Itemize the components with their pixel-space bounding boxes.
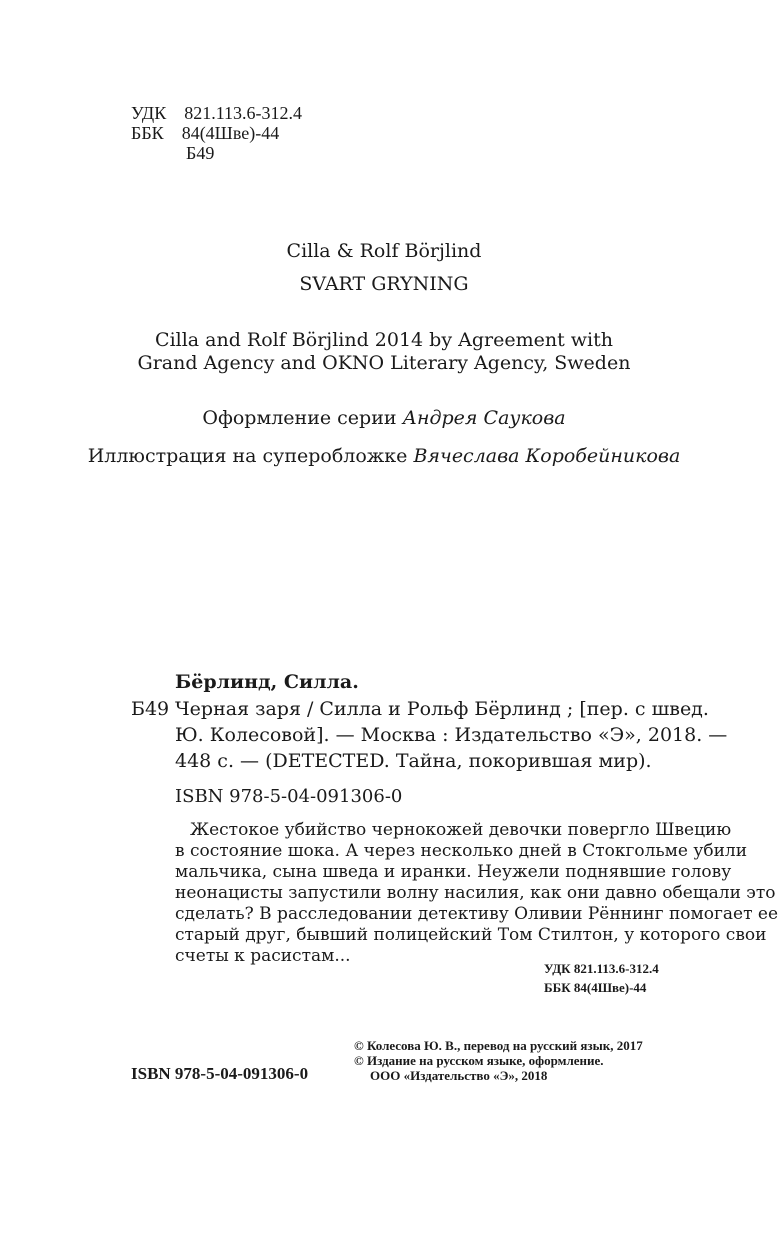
footer-udk: УДК 821.113.6-312.4 [544, 961, 659, 976]
rights-line-2: Grand Agency and OKNO Literary Agency, Sweden [137, 352, 631, 374]
entry-line-1: Черная заря / Силла и Рольф Бёрлинд ; [пер. с швед. [175, 698, 709, 720]
entry-heading: Бёрлинд, Силла. [175, 671, 359, 693]
original-authors: Cilla & Rolf Börjlind [286, 240, 482, 262]
copyright-translation: © Колесова Ю. В., перевод на русский язык, 2017 [354, 1038, 643, 1053]
copyright-edition: © Издание на русском языке, оформление. [354, 1053, 604, 1068]
annotation-line: старый друг, бывший полицейский Том Стилтон, у которого свои [175, 925, 767, 945]
series-design-name: Андрея Саукова [402, 407, 566, 429]
illustration-credit [0, 445, 768, 467]
footer-bbk: ББК 84(4Шве)-44 [544, 980, 647, 995]
annotation-line: мальчика, сына шведа и иранки. Неужели поднявшие голову [175, 862, 732, 882]
isbn-bold: ISBN 978-5-04-091306-0 [131, 1064, 309, 1083]
series-design-credit [0, 407, 768, 429]
annotation-line: неонацисты запустили волну насилия, как они давно обещали это [175, 883, 776, 903]
annotation-line: Жестокое убийство чернокожей девочки повергло Швецию [190, 820, 732, 840]
series-design-label: Оформление серии [202, 407, 397, 429]
entry-line-2: Ю. Колесовой]. — Москва : Издательство «Э», 2018. — [175, 724, 728, 746]
original-title: SVART GRYNING [299, 273, 469, 295]
annotation-line: счеты к расистам... [175, 946, 351, 966]
udk-value: 821.113.6-312.4 [184, 103, 303, 123]
annotation-line: сделать? В расследовании детективу Оливии Рённинг помогает ее [175, 904, 778, 924]
illustration-label: Иллюстрация на суперобложке [87, 445, 408, 467]
copyright-publisher: ООО «Издательство «Э», 2018 [370, 1068, 548, 1083]
udk-label: УДК [131, 103, 167, 123]
entry-isbn: ISBN 978-5-04-091306-0 [175, 786, 403, 807]
udk-line [131, 104, 302, 123]
rights-line-1: Cilla and Rolf Börjlind 2014 by Agreement with [155, 329, 613, 351]
entry-sign: Б49 [131, 698, 170, 720]
entry-line-3: 448 с. — (DETECTED. Тайна, покорившая мир). [175, 750, 652, 772]
annotation-line: в состояние шока. А через несколько дней в Стокгольме убили [175, 841, 748, 861]
illustration-name: Вячеслава Коробейникова [413, 445, 681, 467]
bbk-value: 84(4Шве)-44 [181, 123, 280, 143]
bbk-line [131, 124, 279, 143]
bbk-label: ББК [131, 123, 164, 143]
author-sign: Б49 [186, 143, 215, 163]
